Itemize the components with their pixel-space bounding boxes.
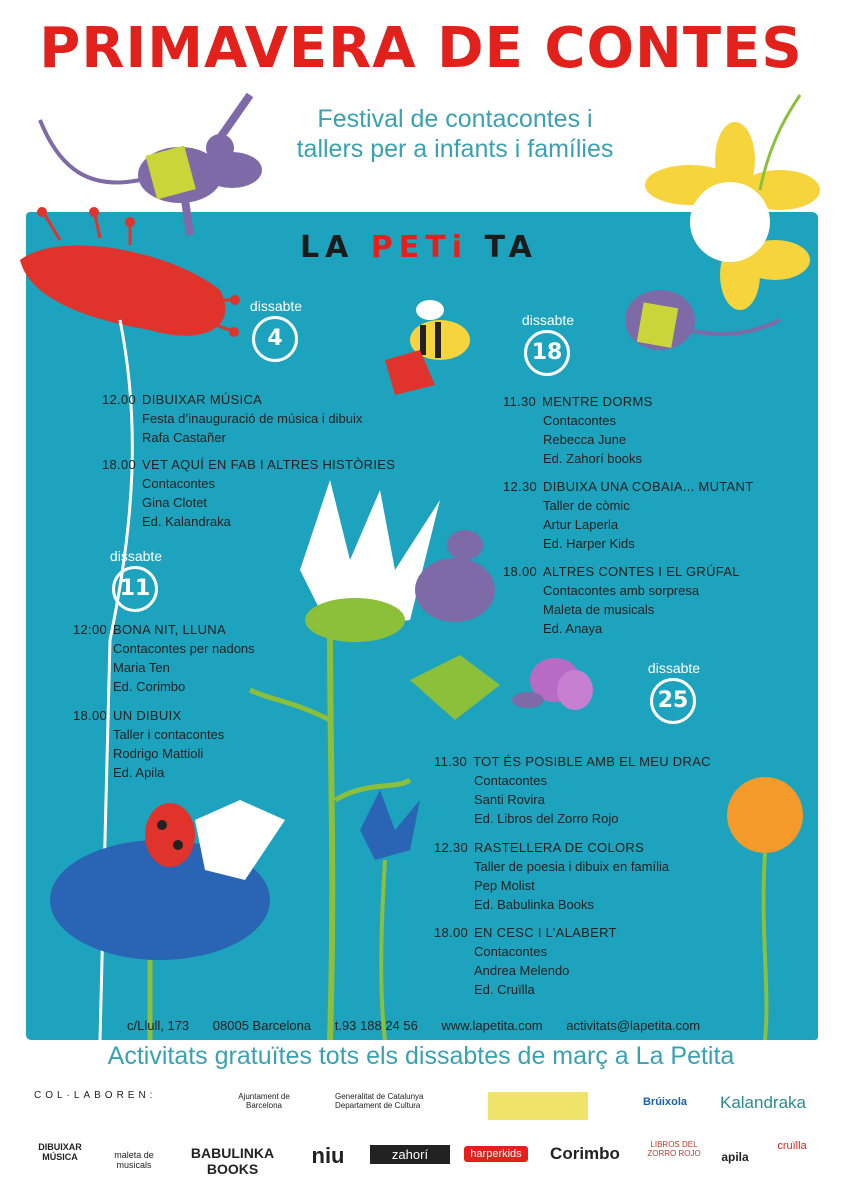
green-book-illustration (410, 655, 500, 720)
date-badge-4 (240, 298, 312, 370)
event-line: Contacontes (543, 413, 616, 428)
event-title: MENTRE DORMS (542, 394, 653, 409)
event-time: 11.30 (503, 394, 537, 409)
badge-label: dissabte (249, 298, 303, 314)
dibuixar-musica-logo: DIBUIXAR MÚSICA (38, 1142, 82, 1162)
event-line: Ed. Zahorí books (543, 451, 642, 466)
ajuntament-logo: Ajuntament de Barcelona (238, 1092, 290, 1110)
event-line: Artur Laperla (543, 517, 619, 532)
email-link[interactable]: activitats@lapetita.com (566, 1018, 701, 1033)
event-line: Pep Molist (474, 878, 535, 893)
event-time: 12.00 (102, 392, 137, 407)
event-line: Contacontes amb sorpresa (543, 583, 700, 598)
event-line: Ed. Corimbo (113, 679, 186, 694)
kalandraka-logo: Kalandraka (719, 1093, 806, 1112)
event-title: EN CESC I L’ALABERT (474, 925, 617, 940)
event-line: Rodrigo Mattioli (113, 746, 204, 761)
yellow-flower-illustration (645, 95, 820, 310)
bruixola-logo: Brúixola (642, 1096, 687, 1108)
event-item (503, 562, 740, 638)
event-line: Festa d’inauguració de música i dibuix (142, 411, 363, 426)
apila-logo: apila (721, 1150, 749, 1164)
event-line: Gina Clotet (142, 495, 208, 510)
event-time: 12.30 (434, 840, 469, 855)
harperkids-logo: harperkids (464, 1146, 528, 1162)
blue-bowl-flower-illustration (50, 800, 285, 1040)
badge-day: 25 (650, 678, 696, 724)
brand-part-3: TA (468, 230, 538, 265)
event-line: Ed. Harper Kids (543, 536, 635, 551)
page-title: PRIMAVERA DE CONTES (39, 16, 803, 81)
event-title: UN DIBUIX (113, 708, 182, 723)
ministerio-logo (488, 1092, 588, 1120)
event-line: Ed. Apila (113, 765, 165, 780)
event-line: Ed. Cruïlla (474, 982, 535, 997)
corimbo-logo: Corimbo (550, 1144, 620, 1163)
white-flower-illustration (250, 480, 440, 1040)
event-item (102, 390, 362, 447)
address-phone: t.93 188 24 56 (334, 1018, 418, 1033)
event-line: Taller de còmic (543, 498, 630, 513)
event-line: Taller de poesia i dibuix en família (474, 859, 670, 874)
event-line: Rafa Castañer (142, 430, 226, 445)
event-line: Maria Ten (113, 660, 170, 675)
collaborators-label: COL·LABOREN: (34, 1090, 157, 1101)
zahori-logo: zahorí (370, 1145, 450, 1164)
badge-label: dissabte (521, 312, 575, 328)
mouse-illustration (40, 95, 262, 235)
event-line: Contacontes (142, 476, 215, 491)
event-item (503, 477, 753, 553)
event-item (434, 752, 711, 828)
butterfly-illustration (512, 658, 593, 710)
event-time: 18.00 (102, 457, 137, 472)
event-title: RASTELLERA DE COLORS (474, 840, 645, 855)
contact-line (127, 1018, 827, 1033)
badge-label: dissabte (109, 548, 163, 564)
event-time: 12.30 (503, 479, 538, 494)
event-title: TOT ÉS POSIBLE AMB EL MEU DRAC (473, 754, 711, 769)
orange-flower-illustration (727, 777, 803, 1040)
event-item (73, 706, 224, 782)
event-time: 18.00 (434, 925, 469, 940)
event-time: 12:00 (73, 622, 108, 637)
maleta-logo: maleta de musicals (114, 1150, 154, 1170)
event-item (73, 620, 255, 696)
event-title: DIBUIXA UNA COBAIA... MUTANT (543, 479, 754, 494)
event-title: DIBUIXAR MÚSICA (142, 392, 263, 407)
event-item (102, 455, 395, 531)
event-line: Santi Rovira (474, 792, 545, 807)
event-line: Taller i contacontes (113, 727, 225, 742)
mouse-right-illustration (625, 290, 780, 350)
event-line: Contacontes per nadons (113, 641, 255, 656)
event-line: Maleta de musicals (543, 602, 655, 617)
badge-day: 11 (112, 566, 158, 612)
brand-part-1: LA (300, 230, 371, 265)
event-item (434, 923, 617, 999)
event-line: Andrea Melendo (474, 963, 570, 978)
generalitat-logo: Generalitat de Catalunya Departament de Cultura (335, 1092, 424, 1110)
event-title: BONA NIT, LLUNA (113, 622, 226, 637)
date-badge-11 (100, 548, 172, 620)
address-street: c/Llull, 173 (127, 1018, 190, 1033)
event-time: 11.30 (434, 754, 468, 769)
event-line: Ed. Libros del Zorro Rojo (474, 811, 619, 826)
badge-day: 4 (252, 316, 298, 362)
event-title: VET AQUÍ EN FAB I ALTRES HISTÒRIES (142, 457, 396, 472)
address-city: 08005 Barcelona (212, 1018, 312, 1033)
niu-logo: niu (311, 1143, 345, 1168)
badge-label: dissabte (647, 660, 701, 676)
date-badge-18 (512, 312, 584, 384)
free-activities-banner: Activitats gratuïtes tots els dissabtes de març a La Petita (107, 1042, 735, 1070)
event-line: Rebecca June (543, 432, 627, 447)
event-line: Ed. Anaya (543, 621, 603, 636)
event-line: Ed. Kalandraka (142, 514, 231, 529)
event-time: 18.00 (73, 708, 108, 723)
blue-flower-illustration (360, 790, 420, 1040)
la-petita-logo (300, 230, 538, 265)
page-subtitle: Festival de contacontes i tallers per a infants i famílies (296, 105, 614, 163)
zorro-rojo-logo: LIBROS DEL ZORRO ROJO (647, 1140, 701, 1158)
date-badge-25 (638, 660, 710, 732)
event-title: ALTRES CONTES I EL GRÚFAL (543, 564, 740, 579)
event-line: Contacontes (474, 944, 547, 959)
badge-day: 18 (524, 330, 570, 376)
event-item (503, 392, 653, 468)
website-link[interactable]: www.lapetita.com (441, 1018, 543, 1033)
bee-illustration (385, 300, 470, 395)
cruilla-logo: cruïlla (777, 1140, 807, 1152)
event-line: Contacontes (474, 773, 547, 788)
event-line: Ed. Babulinka Books (474, 897, 594, 912)
babulinka-logo: BABULINKA BOOKS (190, 1145, 275, 1177)
event-item (434, 838, 669, 914)
event-time: 18.00 (503, 564, 538, 579)
brand-part-2: PETi (370, 230, 469, 265)
